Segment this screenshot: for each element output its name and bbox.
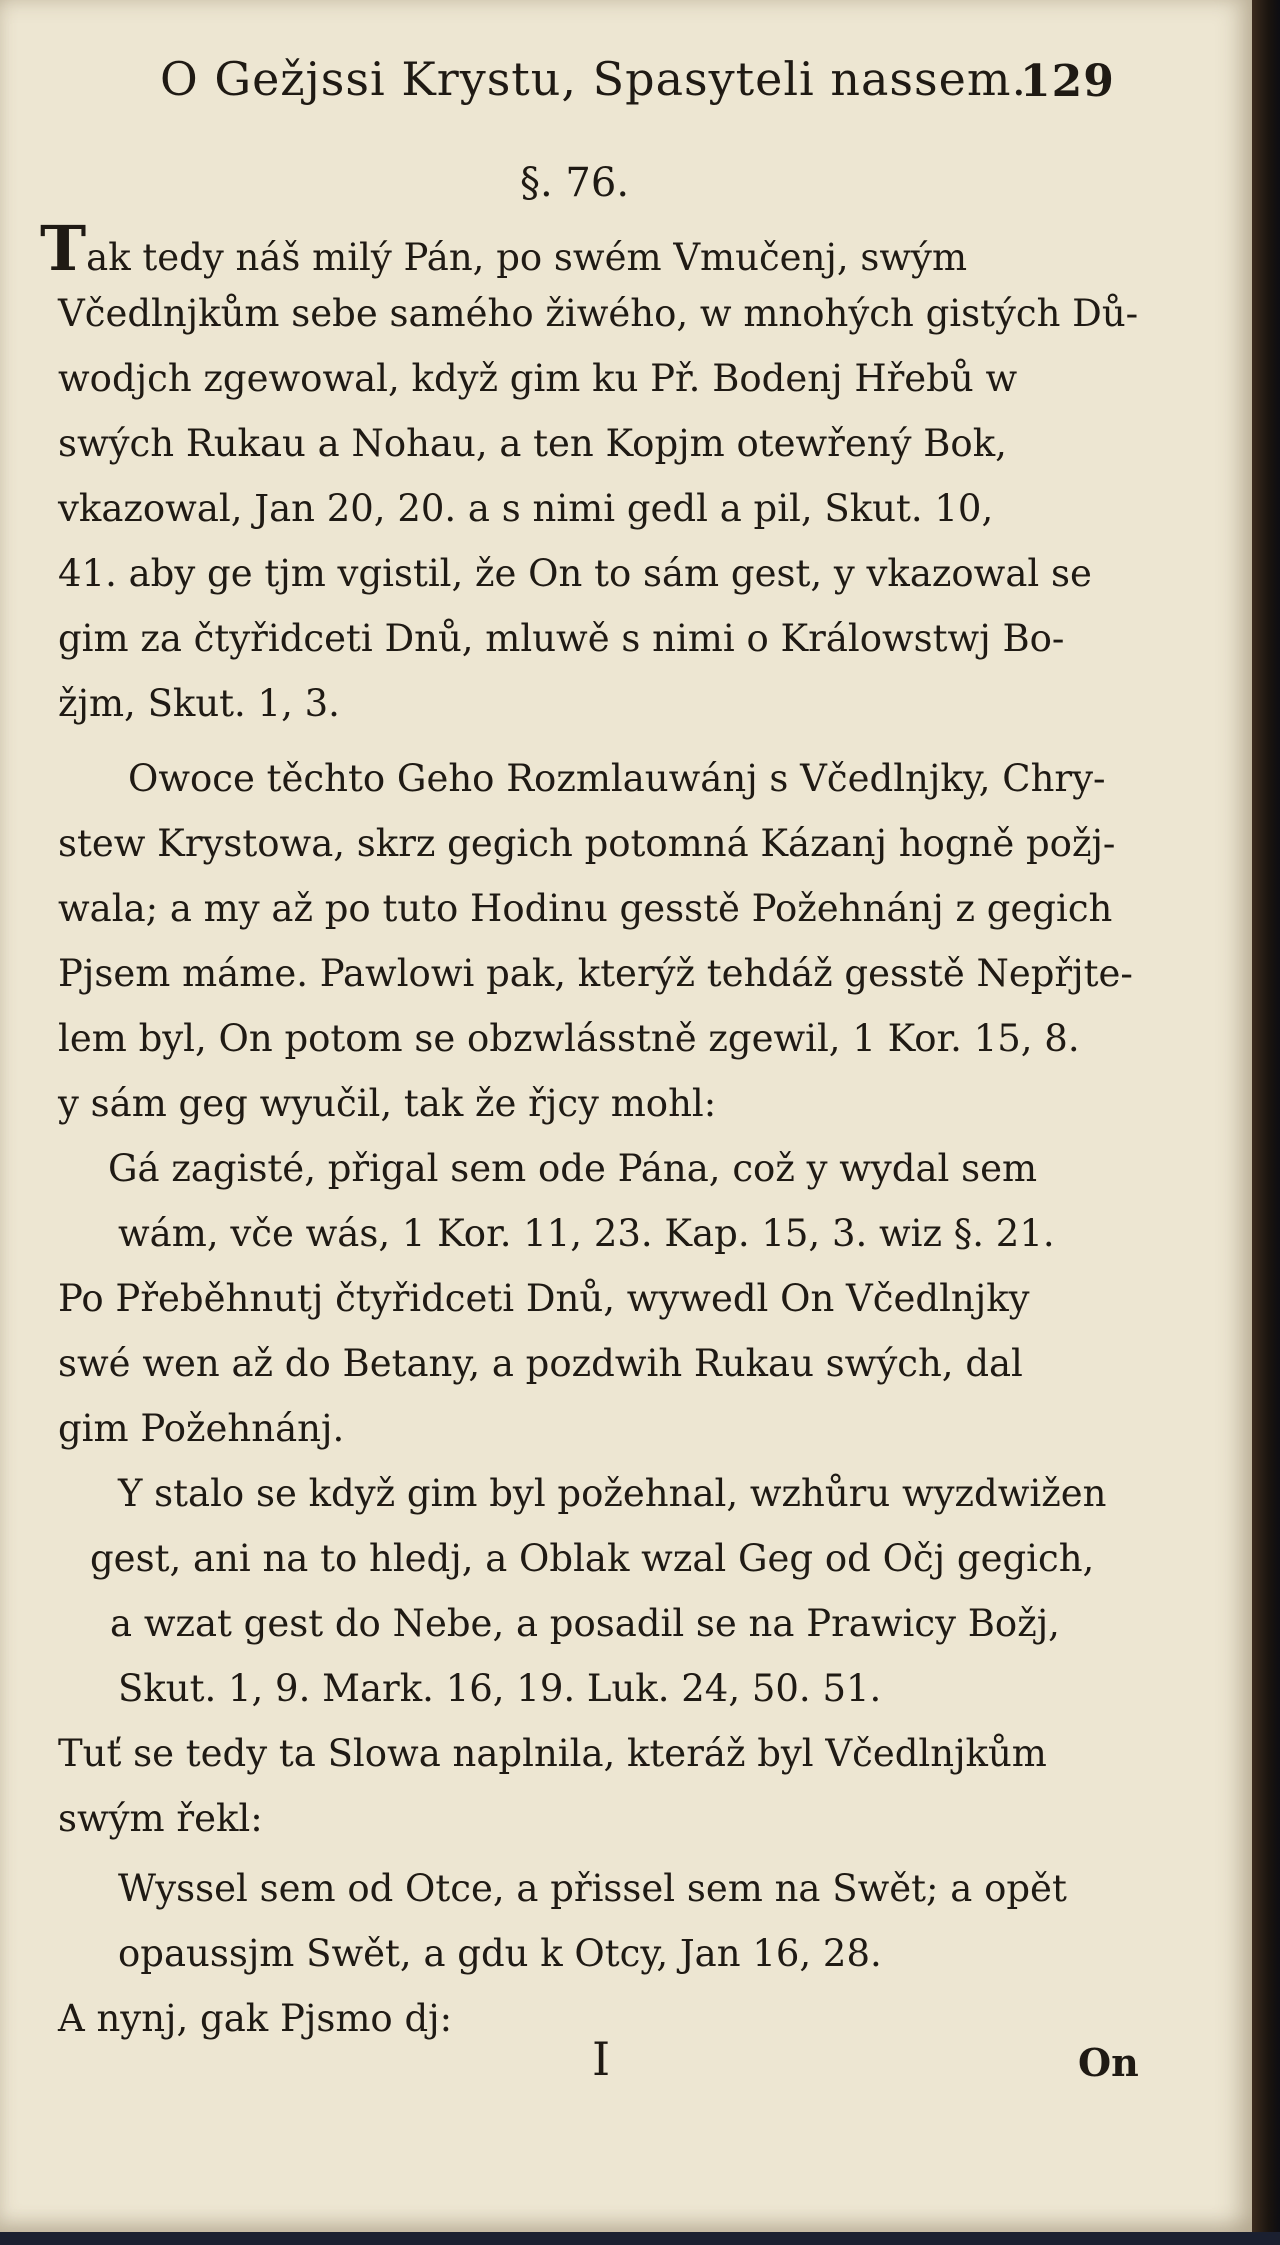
text-line-9: Owoce těchto Geho Rozmlauwánj s Včedlnjky, Chry- bbox=[128, 757, 1106, 800]
text-line-6: 41. aby ge tjm vgistil, že On to sám gest, y vkazowal se bbox=[58, 552, 1092, 595]
text-line-27: opaussjm Swět, a gdu k Otcy, Jan 16, 28. bbox=[118, 1932, 882, 1975]
text-line-10: stew Krystowa, skrz gegich potomná Kázanj hogně požj- bbox=[58, 822, 1116, 865]
drop-cap: T bbox=[40, 212, 87, 285]
text-line-28: A nynj, gak Pjsmo dj: bbox=[58, 1997, 453, 2040]
text-line-1: Tak tedy náš milý Pán, po swém Vmučenj, swým bbox=[40, 212, 968, 285]
text-line-7: gim za čtyřidceti Dnů, mluwě s nimi o Králowstwj Bo- bbox=[58, 617, 1065, 660]
text-line-2: Včedlnjkům sebe samého žiwého, w mnohých gistých Dů- bbox=[58, 292, 1139, 335]
text-line-23: Skut. 1, 9. Mark. 16, 19. Luk. 24, 50. 51. bbox=[118, 1667, 882, 1710]
text-line-24: Tuť se tedy ta Slowa naplnila, kteráž byl Včedlnjkům bbox=[58, 1732, 1047, 1775]
text-line-5: vkazowal, Jan 20, 20. a s nimi gedl a pil, Skut. 10, bbox=[58, 487, 994, 530]
text-line-21: gest, ani na to hledj, a Oblak wzal Geg od Očj gegich, bbox=[90, 1537, 1095, 1580]
text-line-17: Po Přeběhnutj čtyřidceti Dnů, wywedl On Včedlnjky bbox=[58, 1277, 1030, 1320]
page-header bbox=[140, 52, 1140, 122]
text-line-3: wodjch zgewowal, když gim ku Př. Bodenj Hřebů w bbox=[58, 357, 1018, 400]
running-title: O Gežjssi Krystu, Spasyteli nassem. bbox=[160, 52, 1028, 106]
text-line-12: Pjsem máme. Pawlowi pak, kterýž tehdáž gesstě Nepřjte- bbox=[58, 952, 1133, 995]
book-spine-edge bbox=[1252, 0, 1280, 2245]
signature-mark: I bbox=[592, 2032, 611, 2086]
section-mark: §. 76. bbox=[520, 160, 630, 206]
text-line-22: a wzat gest do Nebe, a posadil se na Prawicy Božj, bbox=[110, 1602, 1060, 1645]
text-line-16: wám, vče wás, 1 Kor. 11, 23. Kap. 15, 3. wiz §. 21. bbox=[118, 1212, 1055, 1255]
text-line-25: swým řekl: bbox=[58, 1797, 263, 1840]
page-bottom-edge bbox=[0, 2232, 1280, 2245]
text-line-11: wala; a my až po tuto Hodinu gesstě Požehnánj z gegich bbox=[58, 887, 1113, 930]
catchword: On bbox=[1078, 2040, 1139, 2085]
text-line-15: Gá zagisté, přigal sem ode Pána, což y wydal sem bbox=[108, 1147, 1038, 1190]
text-line-19: gim Požehnánj. bbox=[58, 1407, 345, 1450]
text-line-14: y sám geg wyučil, tak že řjcy mohl: bbox=[58, 1082, 717, 1125]
text-line-8: žjm, Skut. 1, 3. bbox=[58, 682, 340, 725]
text-line-20: Y stalo se když gim byl požehnal, wzhůru wyzdwižen bbox=[118, 1472, 1107, 1515]
text-line-18: swé wen až do Betany, a pozdwih Rukau swých, dal bbox=[58, 1342, 1023, 1385]
text-line-26: Wyssel sem od Otce, a přissel sem na Swět; a opět bbox=[118, 1867, 1067, 1910]
text-line-4: swých Rukau a Nohau, a ten Kopjm otewřený Bok, bbox=[58, 422, 1007, 465]
page-number: 129 bbox=[1020, 56, 1115, 107]
text-line-13: lem byl, On potom se obzwlásstně zgewil, 1 Kor. 15, 8. bbox=[58, 1017, 1080, 1060]
